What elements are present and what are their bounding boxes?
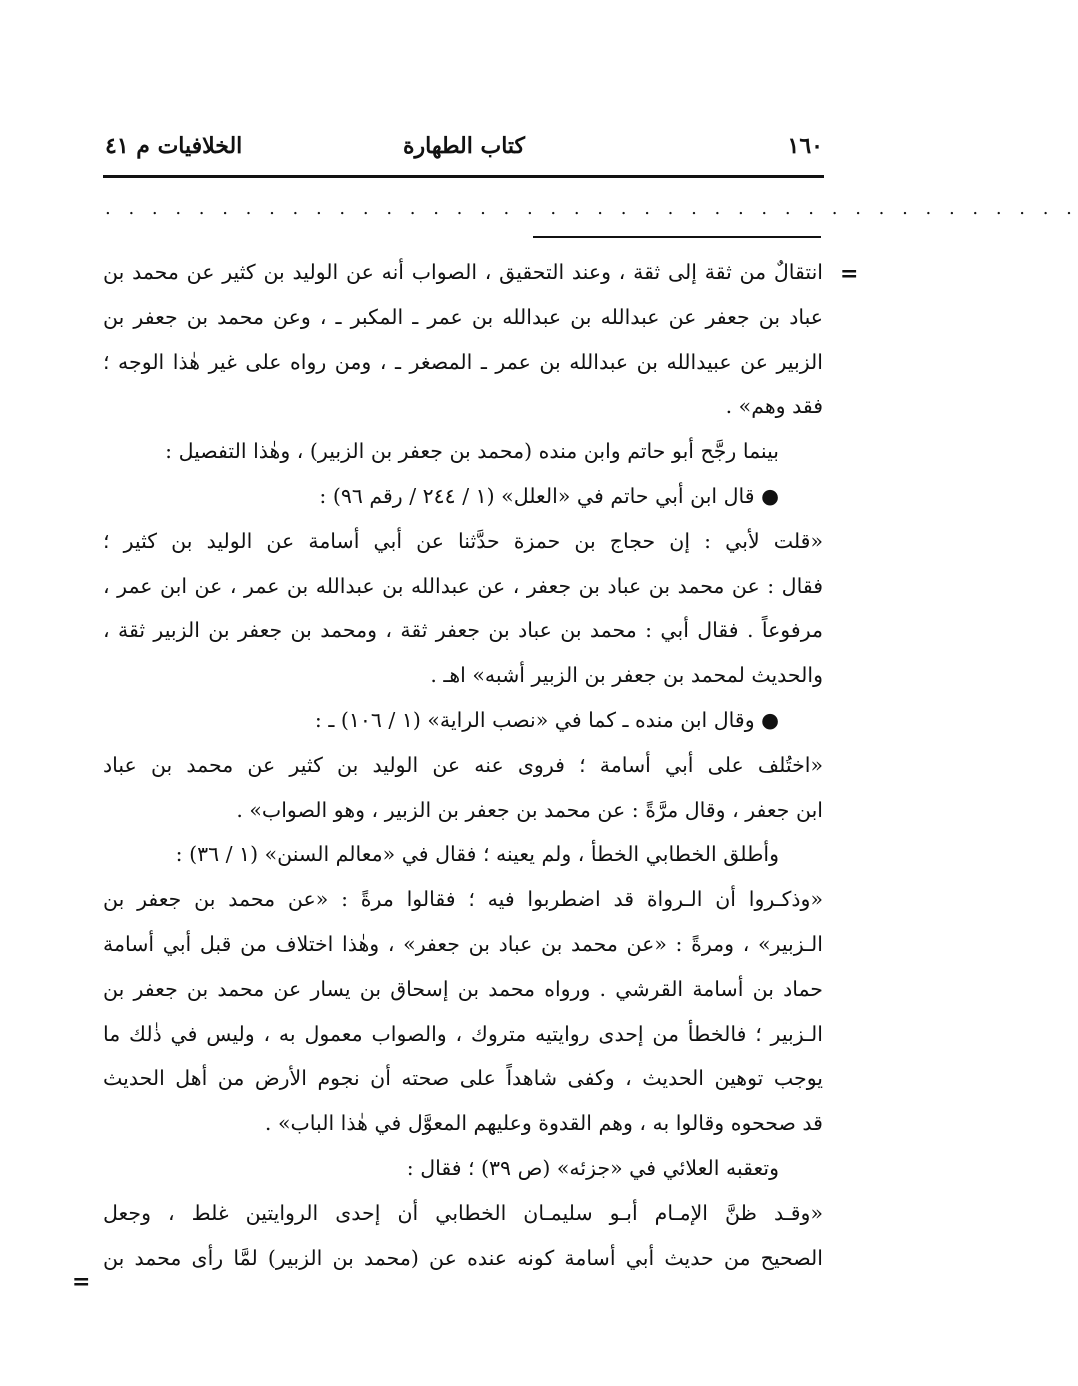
header-rule [103, 175, 824, 178]
text-line: فقد وهم» . [725, 394, 823, 419]
page-header [105, 128, 823, 172]
text-line: ● وقال ابن منده ـ كما في «نصب الراية» (١ / ١٠٦) ـ : [314, 707, 779, 732]
text-line: يوجب توهين الحديث ، وكفى شاهداً على صحته أن نجوم الأرض من أهل الحديث [103, 1066, 823, 1091]
page-number: ١٦٠ [787, 133, 823, 159]
text-line: قد صححوه وقالوا به ، وهم القدوة وعليهم المعوَّل في هٰذا الباب» . [264, 1111, 823, 1136]
text-line: «اختُلف على أبي أسامة ؛ فروى عنه عن الوليد بن كثير عن محمد بن عباد [103, 752, 823, 777]
text-line: «وذكـروا أن الـرواة قد اضطربوا فيه ؛ فقالوا مرةً : «عن محمد بن جعفر بن [103, 887, 823, 912]
chapter-title: كتاب الطهارة [402, 133, 526, 159]
footnote-body [103, 250, 823, 1280]
book-title: الخلافيات م ٤١ [105, 133, 243, 159]
text-line: ● قال ابن أبي حاتم في «العلل» (١ / ٢٤٤ / رقم ٩٦) : [319, 483, 779, 508]
continuation-mark-bottom: = [72, 1269, 91, 1295]
text-line: والحديث لمحمد بن جعفر بن الزبير أشبه» اهـ . [430, 663, 823, 688]
text-line: الـزبير» ، ومرةً : «عن محمد بن عباد بن جعفر» ، وهٰذا اختلاف من قبل أبي أسامة [103, 931, 823, 956]
text-line: ابن جعفر ، وقال مرَّةً : عن محمد بن جعفر بن الزبير ، وهو الصواب» . [236, 797, 823, 822]
continuation-mark-top: = [840, 261, 859, 287]
text-line: الصحيح من حديث أبي أسامة كونه عنده عن (محمد بن الزبير) لمَّا رأى محمد بن [103, 1245, 823, 1270]
separator-dots: . . . . . . . . . . . . . . . . . . . . . . . . . . . . . . . . . . . . . . . . . . [105, 198, 1078, 219]
text-line: بينما رجَّح أبو حاتم وابن منده (محمد بن جعفر بن الزبير) ، وهٰذا التفصيل : [165, 439, 779, 464]
text-line: مرفوعاً . فقال أبي : محمد بن عباد بن جعفر ثقة ، ومحمد بن جعفر بن الزبير ثقة ، [103, 618, 823, 643]
text-line: حماد بن أسامة القرشي . ورواه محمد بن إسحاق بن يسار عن محمد بن جعفر بن [103, 976, 823, 1001]
text-line: «قلت لأبي : إن حجاج بن حمزة حدَّثنا عن أبي أسامة عن الوليد بن كثير ؛ [103, 528, 823, 553]
text-line: وتعقبه العلائي في «جزئه» (ص ٣٩) ؛ فقال : [406, 1155, 779, 1180]
footnote-rule [533, 236, 821, 238]
text-line: فقال : عن محمد بن عباد بن جعفر ، عن عبدالله بن عبدالله بن عمر ، عن ابن عمر ، [103, 573, 823, 598]
text-line: الـزبير ؛ فالخطأ من إحدى روايتيه متروك ، والصواب معمول به ، وليس في ذٰلك ما [103, 1021, 823, 1046]
text-line: وأطلق الخطابي الخطأ ، ولم يعينه ؛ فقال في «معالم السنن» (١ / ٣٦) : [175, 842, 779, 867]
text-line: انتقالٌ من ثقة إلى ثقة ، وعند التحقيق ، الصواب أنه عن الوليد بن كثير عن محمد بن [103, 260, 823, 284]
text-line: «وقـد ظنَّ الإمـام أبـو سليمـان الخطابي أن إحدى الروايتين غلط ، وجعل [103, 1200, 823, 1225]
text-line: الزبير عن عبيدالله بن عبدالله بن عمر ـ المصغر ـ ، ومن رواه على غير هٰذا الوجه ؛ [103, 349, 823, 374]
text-line: عباد بن جعفر عن عبدالله بن عبدالله بن عمر ـ المكبر ـ ، وعن محمد بن جعفر بن [103, 304, 823, 329]
